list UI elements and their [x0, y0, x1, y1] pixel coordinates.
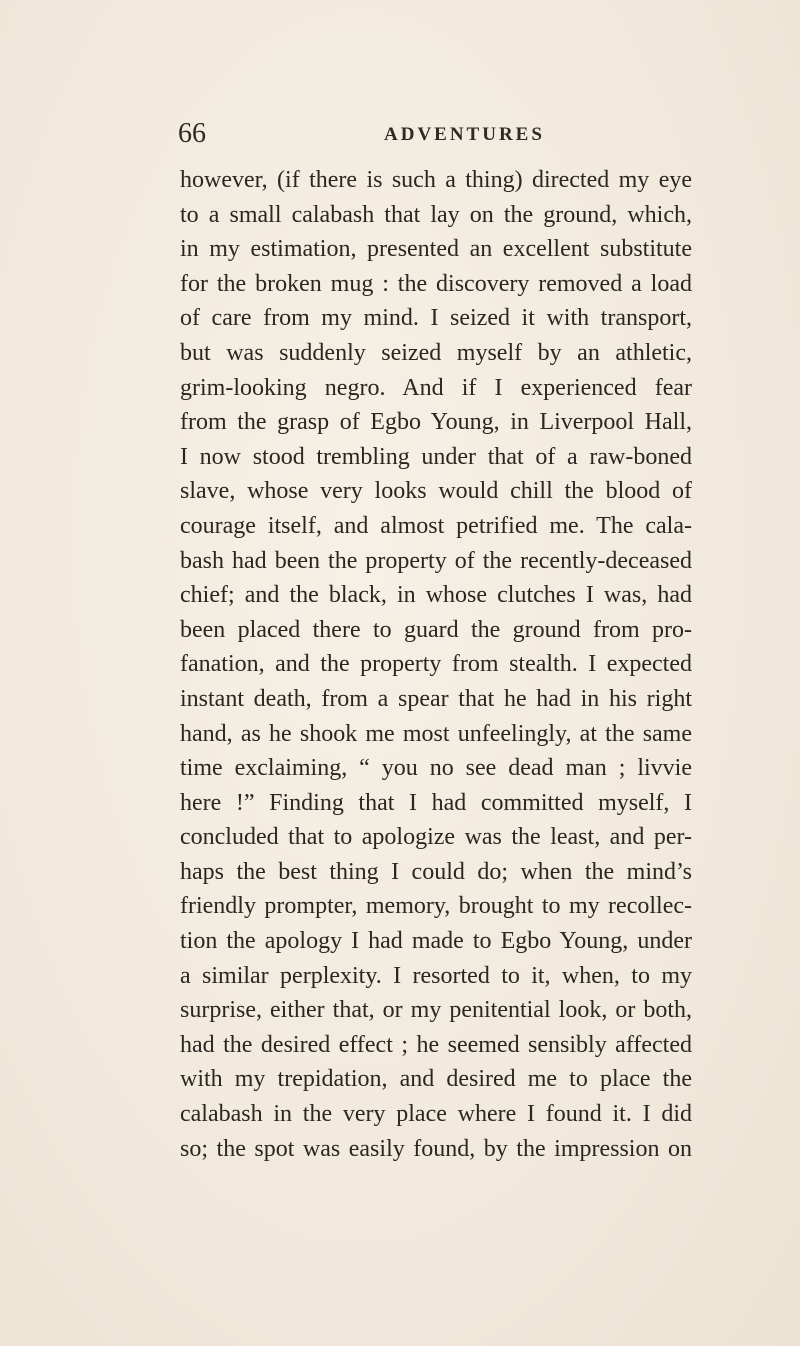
text-line: bash had been the property of the recently-deceased [180, 547, 692, 574]
text-line: slave, whose very looks would chill the blood of [180, 478, 692, 505]
text-line: with my trepidation, and desired me to place the [180, 1066, 692, 1093]
text-line: friendly prompter, memory, brought to my recollec- [180, 893, 692, 920]
text-line: tion the apology I had made to Egbo Young, under [180, 928, 692, 955]
text-line: had the desired effect ; he seemed sensibly affected [180, 1031, 692, 1058]
text-line: courage itself, and almost petrified me. The cala- [180, 512, 692, 539]
text-line: I now stood trembling under that of a raw-boned [180, 443, 692, 470]
text-line: of care from my mind. I seized it with transport, [180, 305, 692, 332]
running-head: ADVENTURES [384, 124, 545, 145]
page-number: 66 [178, 118, 206, 149]
text-line: in my estimation, presented an excellent substitute [180, 236, 692, 263]
text-line: from the grasp of Egbo Young, in Liverpool Hall, [180, 409, 692, 436]
text-line: hand, as he shook me most unfeelingly, at the same [180, 720, 692, 747]
text-line: time exclaiming, “ you no see dead man ; livvie [180, 755, 692, 782]
text-line: grim-looking negro. And if I experienced fear [180, 374, 692, 401]
text-line: been placed there to guard the ground from pro- [180, 616, 692, 643]
page-header [0, 118, 800, 158]
text-line: a similar perplexity. I resorted to it, when, to my [180, 962, 692, 989]
text-line: here !” Finding that I had committed myself, I [180, 789, 692, 816]
text-line: however, (if there is such a thing) directed my eye [180, 167, 692, 193]
text-line: but was suddenly seized myself by an athletic, [180, 339, 692, 366]
body-text [180, 163, 692, 1166]
text-line: chief; and the black, in whose clutches I was, had [180, 582, 692, 609]
text-line: surprise, either that, or my penitential look, or both, [180, 997, 692, 1024]
text-line: to a small calabash that lay on the ground, which, [180, 201, 692, 228]
text-line: calabash in the very place where I found it. I did [180, 1101, 692, 1128]
text-line: for the broken mug : the discovery removed a load [180, 270, 692, 297]
text-line: concluded that to apologize was the least, and per- [180, 824, 692, 851]
text-line: fanation, and the property from stealth. I expected [180, 651, 692, 678]
text-line: so; the spot was easily found, by the impression on [180, 1135, 692, 1162]
text-line: haps the best thing I could do; when the mind’s [180, 858, 692, 885]
text-line: instant death, from a spear that he had in his right [180, 685, 692, 712]
